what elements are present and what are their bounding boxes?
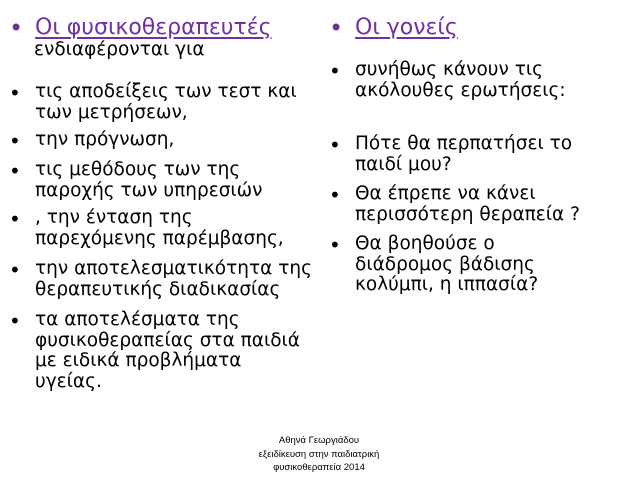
right-item-4 <box>328 234 538 296</box>
left-heading: Οι φυσικοθεραπευτές <box>35 15 272 40</box>
bullet-icon: • <box>329 183 341 207</box>
left-item-5-line-2: θεραπευτικής διαδικασίας <box>35 278 281 300</box>
left-item-1-line-1: τις αποδείξεις των τεστ και <box>35 81 297 102</box>
right-item-2-line-1: Πότε θα περπατήσει το <box>355 133 573 154</box>
left-item-6 <box>8 310 300 392</box>
footer-line-2: εξειδίκευση στην παιδιατρική <box>258 448 380 460</box>
left-item-2-line-1: την πρόγνωση, <box>35 129 175 150</box>
left-item-1-line-2: των μετρήσεων, <box>35 101 188 123</box>
right-item-4-line-3: κολύμπι, η ιππασία? <box>355 274 539 295</box>
bullet-icon: • <box>9 81 21 105</box>
right-item-2-line-2: παιδί μου? <box>355 153 452 175</box>
bullet-icon: • <box>9 207 21 231</box>
left-item-6-line-4: υγείας. <box>35 370 102 392</box>
right-item-1 <box>328 60 566 101</box>
left-item-6-line-1: τα αποτελέσματα της <box>35 309 240 330</box>
left-item-6-line-3: με ειδικά προβλήματα <box>35 350 242 371</box>
bullet-icon: • <box>329 59 341 83</box>
left-item-1 <box>8 82 297 123</box>
bullet-icon: • <box>9 309 21 333</box>
bullet-icon: • <box>9 159 21 183</box>
right-item-3-line-2: περισσότερη θεραπεία ? <box>355 203 580 225</box>
bullet-icon: • <box>329 133 341 157</box>
left-item-6-line-2: φυσικοθεραπείας στα παιδιά <box>35 329 301 351</box>
footer-credit <box>219 434 419 475</box>
bullet-icon: • <box>9 129 21 153</box>
left-item-4 <box>8 208 284 249</box>
left-item-2 <box>8 130 174 152</box>
right-item-1-line-2: ακόλουθες ερωτήσεις: <box>355 79 566 101</box>
right-item-4-line-1: Θα βοηθούσε ο <box>355 233 495 254</box>
left-heading-row <box>8 16 272 40</box>
left-item-3-line-1: τις μεθόδους των της <box>35 159 241 180</box>
left-item-3-line-2: παροχής των υπηρεσιών <box>35 179 263 201</box>
right-item-1-line-1: συνήθως κάνουν τις <box>355 59 543 80</box>
bullet-icon: • <box>9 14 24 42</box>
left-item-4-line-2: παρεχόμενης παρέμβασης, <box>35 227 284 249</box>
right-item-3 <box>328 184 580 225</box>
right-item-2 <box>328 134 572 175</box>
bullet-icon: • <box>9 258 21 282</box>
right-heading: Οι γονείς <box>355 15 458 40</box>
right-item-3-line-1: Θα έπρεπε να κάνει <box>355 183 536 204</box>
left-item-3 <box>8 160 263 201</box>
bullet-icon: • <box>329 233 341 257</box>
footer-line-3: φυσικοθεραπεία 2014 <box>273 462 365 473</box>
left-item-4-line-1: , την ένταση της <box>35 207 193 228</box>
right-heading-row <box>328 16 458 40</box>
footer-line-1: Αθηνά Γεωργιάδου <box>278 435 360 446</box>
left-item-5 <box>8 259 312 300</box>
bullet-icon: • <box>329 14 344 42</box>
left-heading-continuation: ενδιαφέρονται για <box>34 39 205 60</box>
left-item-5-line-1: την αποτελεσματικότητα της <box>35 258 312 279</box>
right-item-4-line-2: διάδρομος βάδισης <box>355 253 535 275</box>
